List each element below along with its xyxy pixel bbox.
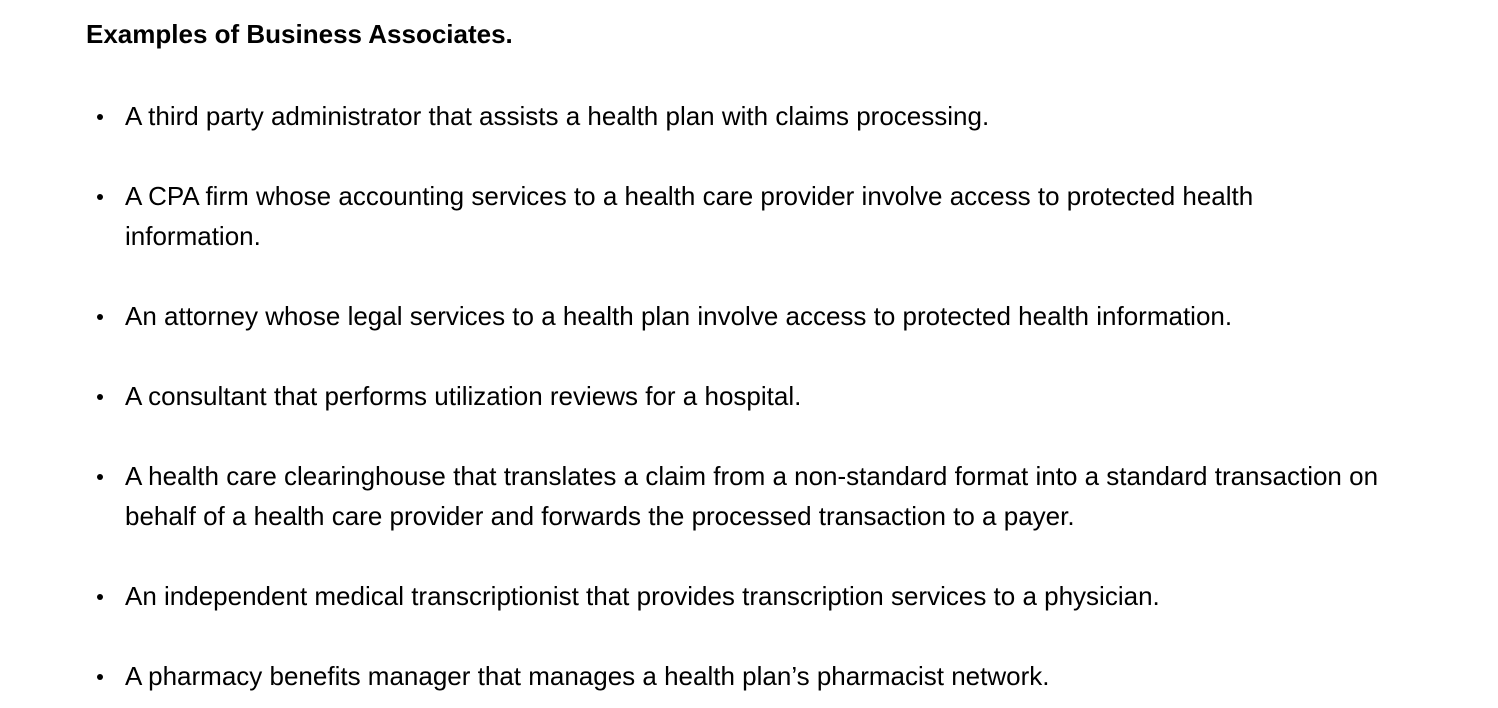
section-heading: Examples of Business Associates. bbox=[86, 19, 513, 49]
list-item bbox=[86, 376, 1386, 416]
list-item-text: A consultant that performs utilization reviews for a hospital. bbox=[125, 381, 802, 411]
list-item bbox=[86, 576, 1386, 616]
document-content bbox=[86, 16, 1386, 696]
list-item-text: An independent medical transcriptionist that provides transcription services to a physician. bbox=[125, 581, 1160, 611]
bullet-icon bbox=[97, 314, 103, 320]
bullet-icon bbox=[97, 194, 103, 200]
bullet-icon bbox=[97, 474, 103, 480]
business-associates-list bbox=[86, 96, 1386, 696]
list-item bbox=[86, 96, 1386, 136]
bullet-icon bbox=[97, 394, 103, 400]
list-item-text: A CPA firm whose accounting services to a health care provider involve access to protected health information. bbox=[125, 181, 1254, 251]
list-item bbox=[86, 456, 1386, 536]
list-item bbox=[86, 176, 1386, 256]
list-item bbox=[86, 656, 1386, 696]
list-item-text: A third party administrator that assists a health plan with claims processing. bbox=[125, 101, 990, 131]
bullet-icon bbox=[97, 674, 103, 680]
list-item bbox=[86, 296, 1386, 336]
bullet-icon bbox=[97, 594, 103, 600]
list-item-text: A pharmacy benefits manager that manages a health plan’s pharmacist network. bbox=[125, 661, 1050, 691]
bullet-icon bbox=[97, 114, 103, 120]
list-item-text: A health care clearinghouse that translates a claim from a non-standard format into a standard transaction on behalf of a health care provider and forwards the processed transaction to a payer. bbox=[125, 461, 1379, 531]
list-item-text: An attorney whose legal services to a health plan involve access to protected health information. bbox=[125, 301, 1233, 331]
